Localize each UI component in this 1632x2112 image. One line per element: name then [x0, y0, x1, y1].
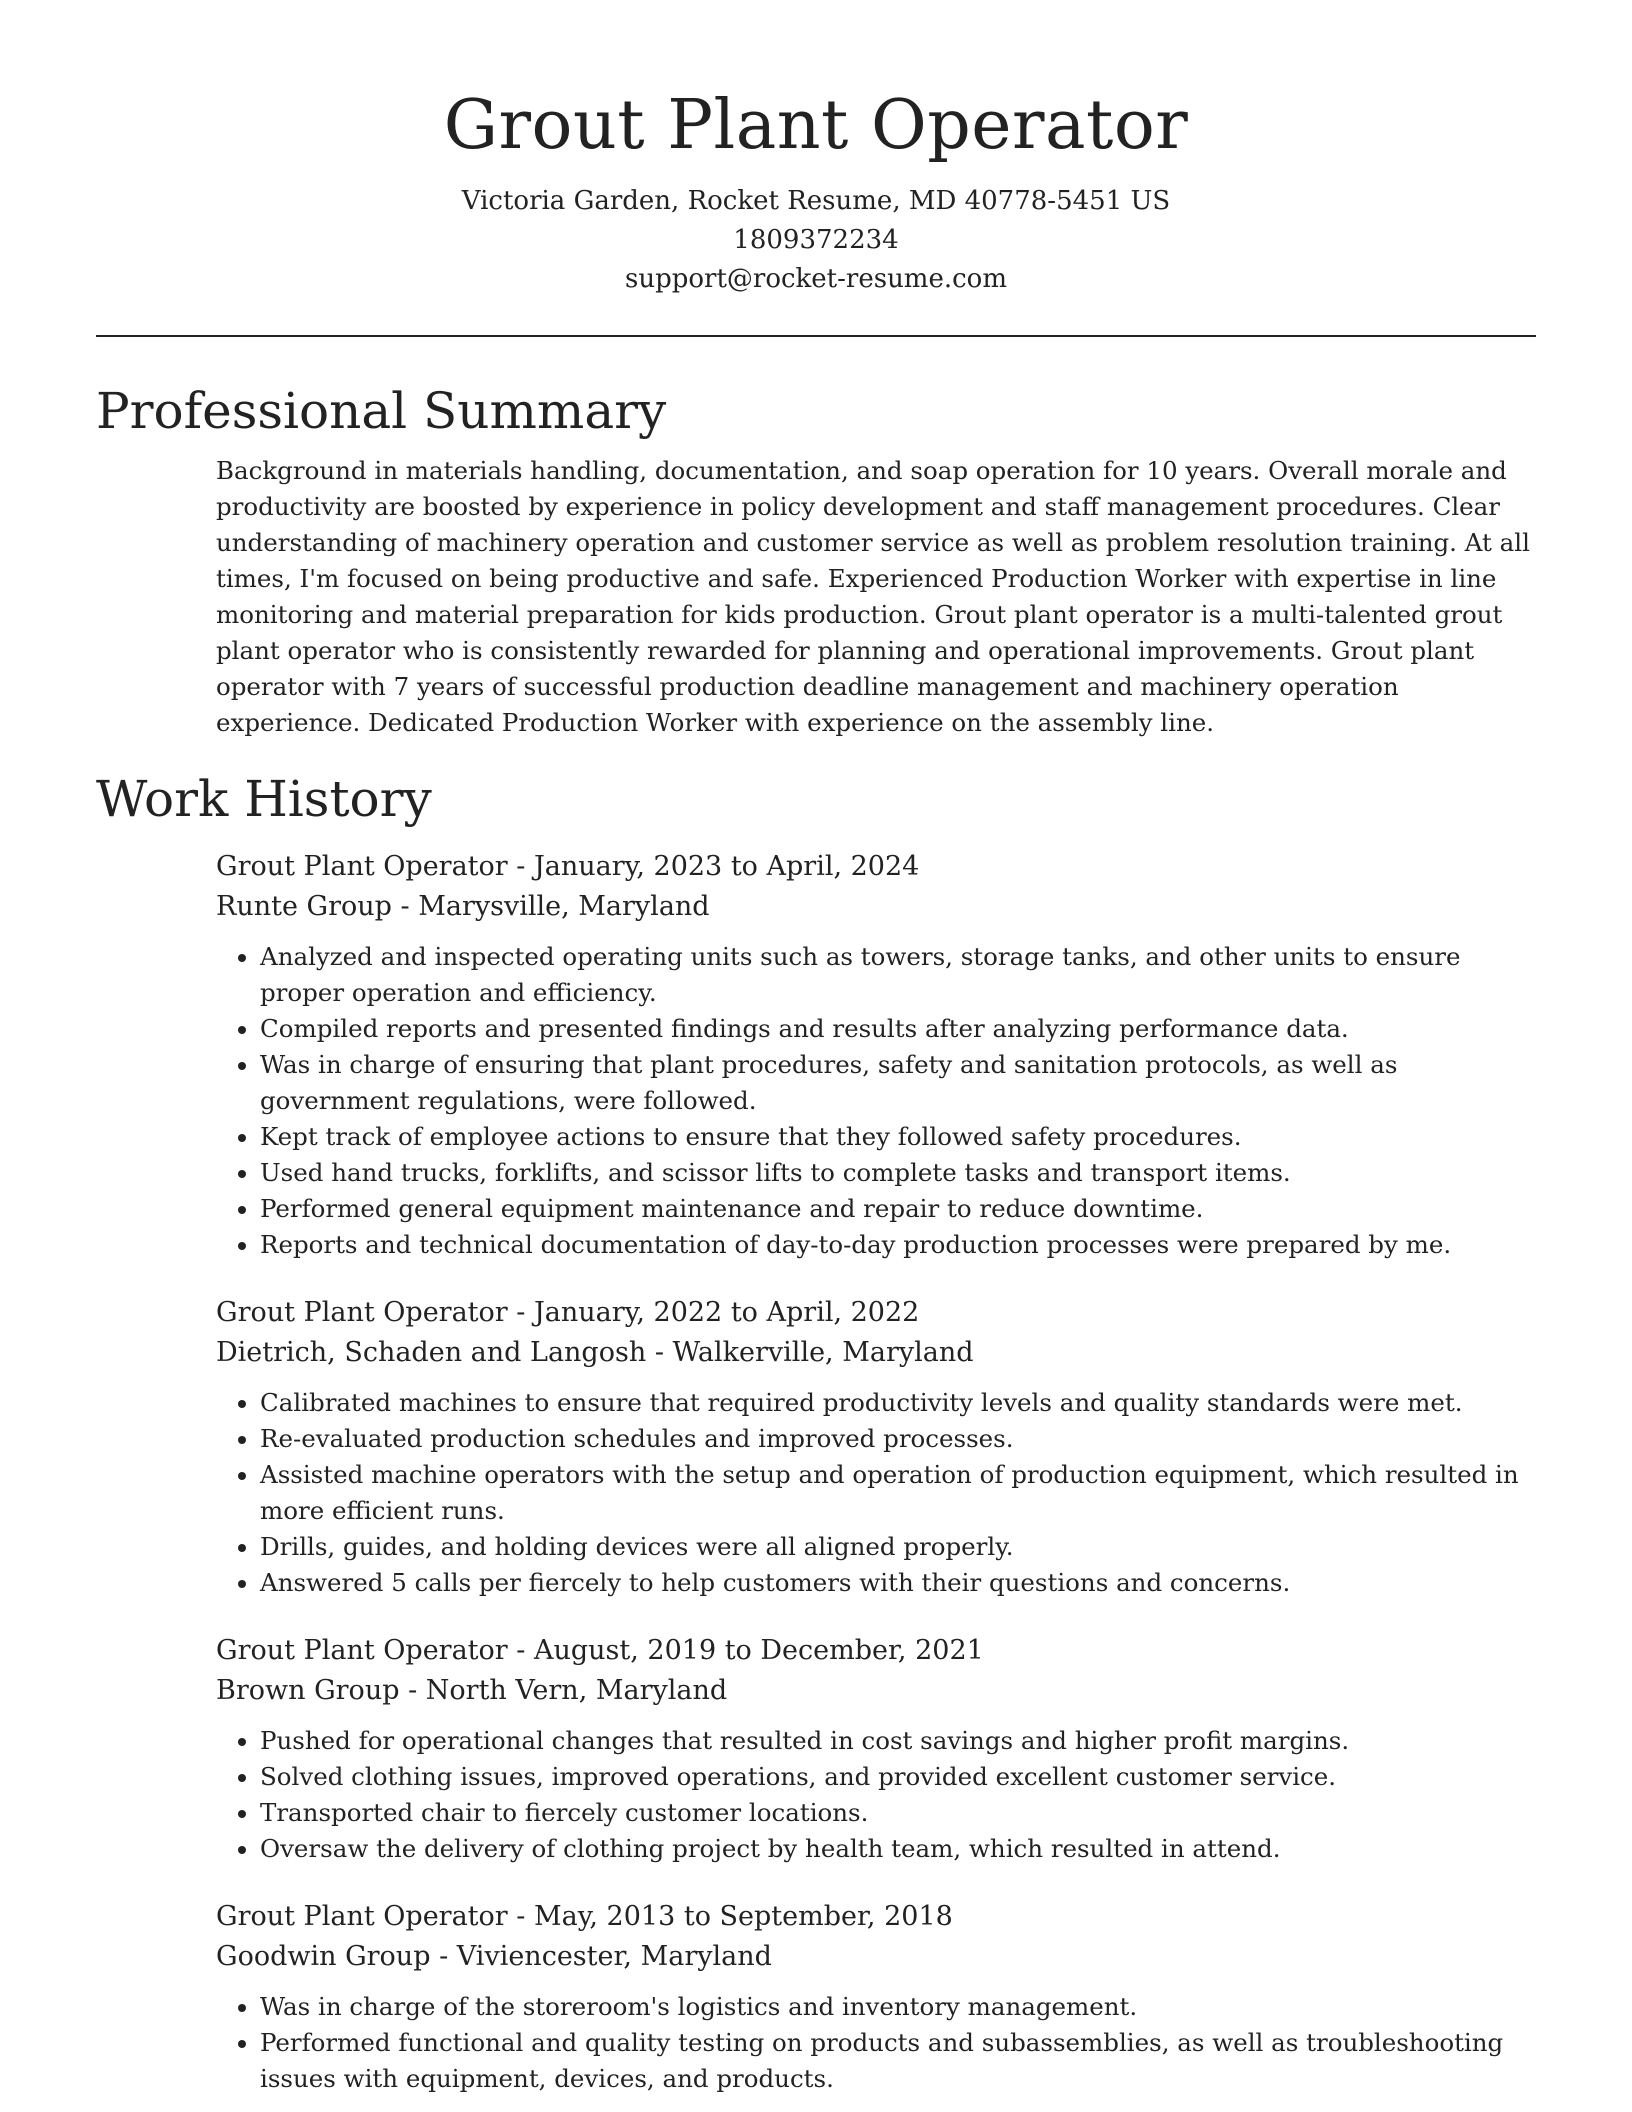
job-bullet: • Transported chair to fiercely customer locations.: [260, 1795, 1536, 1831]
job-bullet: • Answered 5 calls per fiercely to help customers with their questions and concerns.: [260, 1565, 1536, 1601]
summary-text: Background in materials handling, documentation, and soap operation for 10 years. Overall morale and productivity are boosted by experience in policy development and staff management procedures. Clear understanding of machinery operation and customer service as well as problem resolution training. At all times, I'm focused on being productive and safe. Experienced Production Worker with expertise in line monitoring and material preparation for kids production. Grout plant operator is a multi-talented grout plant operator who is consistently rewarded for planning and operational improvements. Grout plant operator with 7 years of successful production deadline management and machinery operation experience. Dedicated Production Worker with experience on the assembly line.: [216, 456, 1530, 737]
job-bullet: • Pushed for operational changes that resulted in cost savings and higher profit margins.: [260, 1723, 1536, 1759]
separator: -: [646, 1337, 673, 1368]
job-company: Runte Group: [216, 891, 392, 922]
candidate-name: Grout Plant Operator: [443, 86, 1189, 165]
job-company-line: [216, 1937, 1536, 1977]
separator: -: [507, 851, 534, 882]
job-location: Marysville, Maryland: [418, 891, 710, 922]
job-bullet: • Analyzed and inspected operating units such as towers, storage tanks, and other units to ensure proper operation and efficiency.: [260, 939, 1536, 1011]
job-entry: [216, 847, 1536, 1263]
job-company: Goodwin Group: [216, 1941, 431, 1972]
job-company: Brown Group: [216, 1675, 400, 1706]
job-bullet: • Oversaw the delivery of clothing project by health team, which resulted in attend.: [260, 1831, 1536, 1867]
summary-section: [96, 453, 1536, 741]
separator: -: [507, 1901, 534, 1932]
separator: -: [507, 1297, 534, 1328]
job-bullet: • Was in charge of ensuring that plant procedures, safety and sanitation protocols, as well as government regulations, were followed.: [260, 1047, 1536, 1119]
job-bullets: [216, 1723, 1536, 1867]
job-bullet: • Compiled reports and presented findings and results after analyzing performance data.: [260, 1011, 1536, 1047]
job-company: Dietrich, Schaden and Langosh: [216, 1337, 647, 1368]
job-bullet: • Used hand trucks, forklifts, and scissor lifts to complete tasks and transport items.: [260, 1155, 1536, 1191]
job-bullet: • Re-evaluated production schedules and improved processes.: [260, 1421, 1536, 1457]
job-location: Walkerville, Maryland: [672, 1337, 974, 1368]
job-dates: May, 2013 to September, 2018: [533, 1901, 953, 1932]
job-location: Viviencester, Maryland: [456, 1941, 772, 1972]
job-bullets: [216, 939, 1536, 1263]
contact-email: support@rocket-resume.com: [624, 264, 1007, 294]
separator: -: [399, 1675, 426, 1706]
job-title-line: [216, 847, 1536, 887]
job-role: Grout Plant Operator: [216, 1635, 508, 1666]
job-bullets: [216, 1989, 1536, 2097]
job-dates: August, 2019 to December, 2021: [533, 1635, 984, 1666]
separator: -: [391, 891, 419, 922]
contact-phone: 1809372234: [733, 225, 899, 255]
separator: -: [507, 1635, 534, 1666]
separator: -: [430, 1941, 457, 1972]
job-bullet: • Calibrated machines to ensure that required productivity levels and quality standards were met.: [260, 1385, 1536, 1421]
job-role: Grout Plant Operator: [216, 1297, 508, 1328]
job-location: North Vern, Maryland: [425, 1675, 728, 1706]
job-dates: January, 2022 to April, 2022: [533, 1297, 920, 1328]
resume-header: [96, 0, 1536, 299]
job-bullet: • Reports and technical documentation of day-to-day production processes were prepared by me.: [260, 1227, 1536, 1263]
work-history-heading: Work History: [96, 770, 432, 828]
job-bullet: • Kept track of employee actions to ensure that they followed safety procedures.: [260, 1119, 1536, 1155]
job-company-line: [216, 887, 1536, 927]
job-title-line: [216, 1897, 1536, 1937]
work-history-section: [96, 847, 1536, 2097]
job-role: Grout Plant Operator: [216, 1901, 508, 1932]
job-bullet: • Solved clothing issues, improved operations, and provided excellent customer service.: [260, 1759, 1536, 1795]
job-role: Grout Plant Operator: [216, 851, 508, 882]
header-divider: [96, 335, 1536, 337]
job-bullet: • Assisted machine operators with the setup and operation of production equipment, which resulted in more efficient runs.: [260, 1457, 1536, 1529]
job-dates: January, 2023 to April, 2024: [533, 851, 920, 882]
job-title-line: [216, 1293, 1536, 1333]
job-bullet: • Was in charge of the storeroom's logistics and inventory management.: [260, 1989, 1536, 2025]
job-company-line: [216, 1333, 1536, 1373]
job-company-line: [216, 1671, 1536, 1711]
job-bullet: • Drills, guides, and holding devices were all aligned properly.: [260, 1529, 1536, 1565]
contact-address: Victoria Garden, Rocket Resume, MD 40778-5451 US: [461, 186, 1171, 216]
job-title-line: [216, 1631, 1536, 1671]
job-bullet: • Performed general equipment maintenance and repair to reduce downtime.: [260, 1191, 1536, 1227]
summary-heading: Professional Summary: [96, 382, 667, 440]
job-entry: [216, 1897, 1536, 2097]
job-bullets: [216, 1385, 1536, 1601]
job-bullet: • Performed functional and quality testing on products and subassemblies, as well as troubleshooting issues with equipment, devices, and products.: [260, 2025, 1536, 2097]
job-entry: [216, 1293, 1536, 1601]
job-entry: [216, 1631, 1536, 1867]
